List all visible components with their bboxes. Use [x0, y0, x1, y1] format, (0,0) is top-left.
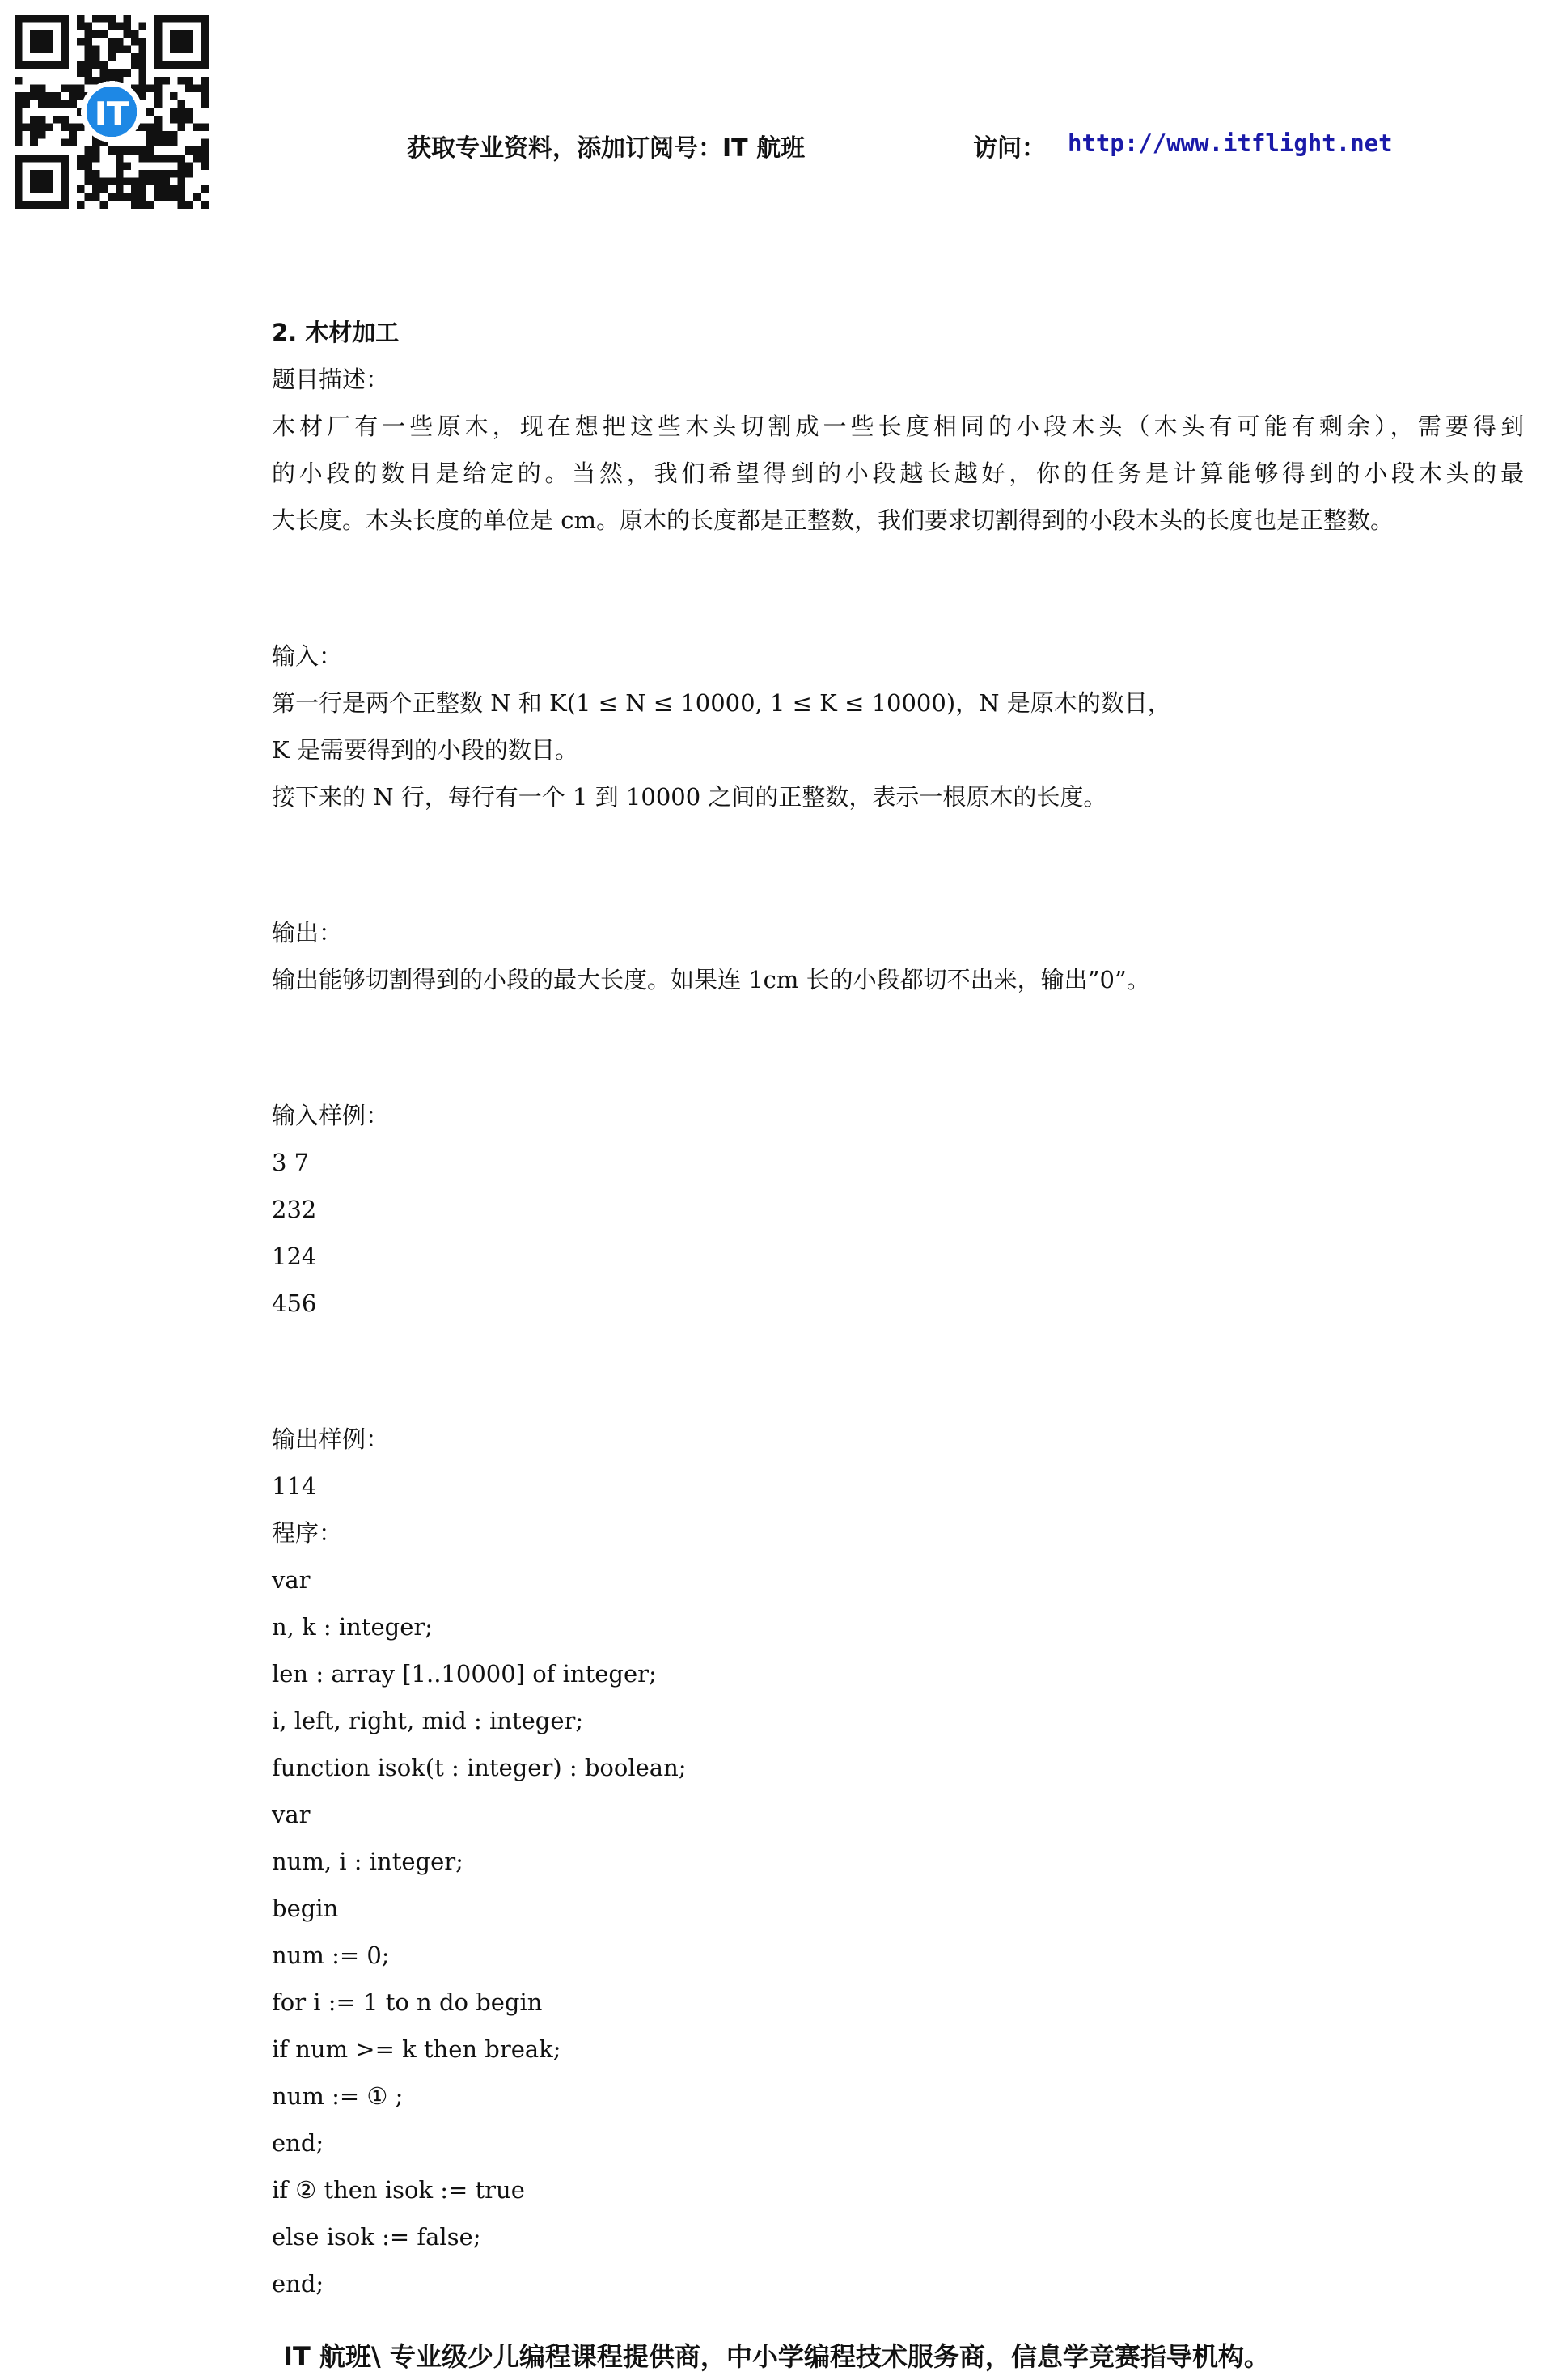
description-label: 题目描述： [272, 366, 390, 393]
code-line: function isok(t : integer) : boolean; [272, 1754, 687, 1781]
qr-code [15, 15, 209, 209]
document-body [272, 309, 1534, 2307]
subscribe-text: 获取专业资料，添加订阅号：IT 航班 [407, 134, 806, 163]
website-link[interactable]: http://www.itflight.net [1068, 129, 1393, 157]
code-line: else isok := false; [272, 2223, 481, 2251]
input-line: 接下来的 N 行，每行有一个 1 到 10000 之间的正整数，表示一根原木的长度。 [272, 783, 1107, 811]
problem-title: 2. 木材加工 [272, 319, 400, 346]
qr-logo-text: IT [94, 95, 129, 133]
input-label: 输入： [272, 642, 343, 670]
page-header [0, 128, 1553, 168]
description-line: 木材厂有一些原木，现在想把这些木头切割成一些长度相同的小段木头（木头有可能有剩余），需要得到 [272, 413, 1524, 440]
code-line: num, i : integer; [272, 1848, 463, 1875]
sample-input-line: 124 [272, 1243, 317, 1270]
sample-input-line: 456 [272, 1290, 317, 1317]
code-line: if ② then isok := true [272, 2176, 525, 2204]
code-line: end; [272, 2129, 324, 2157]
output-line: 输出能够切割得到的小段的最大长度。如果连 1cm 长的小段都切不出来，输出”0”。 [272, 966, 1150, 993]
program-label: 程序： [272, 1519, 343, 1547]
visit-label: 访问： [973, 134, 1046, 163]
sample-input-label: 输入样例： [272, 1102, 390, 1129]
input-line: K 是需要得到的小段的数目。 [272, 736, 578, 764]
sample-output-label: 输出样例： [272, 1425, 390, 1453]
code-line: i, left, right, mid : integer; [272, 1707, 584, 1734]
code-line: n, k : integer; [272, 1613, 434, 1641]
sample-output-line: 114 [272, 1472, 317, 1500]
code-line: if num >= k then break; [272, 2035, 561, 2063]
code-line: var [272, 1801, 311, 1828]
code-line: var [272, 1566, 311, 1594]
page-footer: IT 航班\ 专业级少儿编程课程提供商，中小学编程技术服务商，信息学竞赛指导机构。 [283, 2341, 1270, 2372]
code-line: num := 0; [272, 1942, 390, 1969]
code-line: len : array [1..10000] of integer; [272, 1660, 657, 1688]
description-line: 的小段的数目是给定的。当然，我们希望得到的小段越长越好，你的任务是计算能够得到的小段木头的最 [272, 459, 1524, 487]
code-line: begin [272, 1895, 339, 1922]
description-line: 大长度。木头长度的单位是 cm。原木的长度都是正整数，我们要求切割得到的小段木头的长度也是正整数。 [272, 506, 1394, 534]
code-line: for i := 1 to n do begin [272, 1988, 543, 2016]
input-line: 第一行是两个正整数 N 和 K(1 ≤ N ≤ 10000, 1 ≤ K ≤ 10000)，N 是原木的数目， [272, 689, 1171, 717]
code-line: num := ① ; [272, 2082, 404, 2110]
output-label: 输出： [272, 919, 343, 946]
sample-input-line: 3 7 [272, 1149, 310, 1176]
sample-input-line: 232 [272, 1196, 317, 1223]
code-line: end; [272, 2270, 324, 2297]
